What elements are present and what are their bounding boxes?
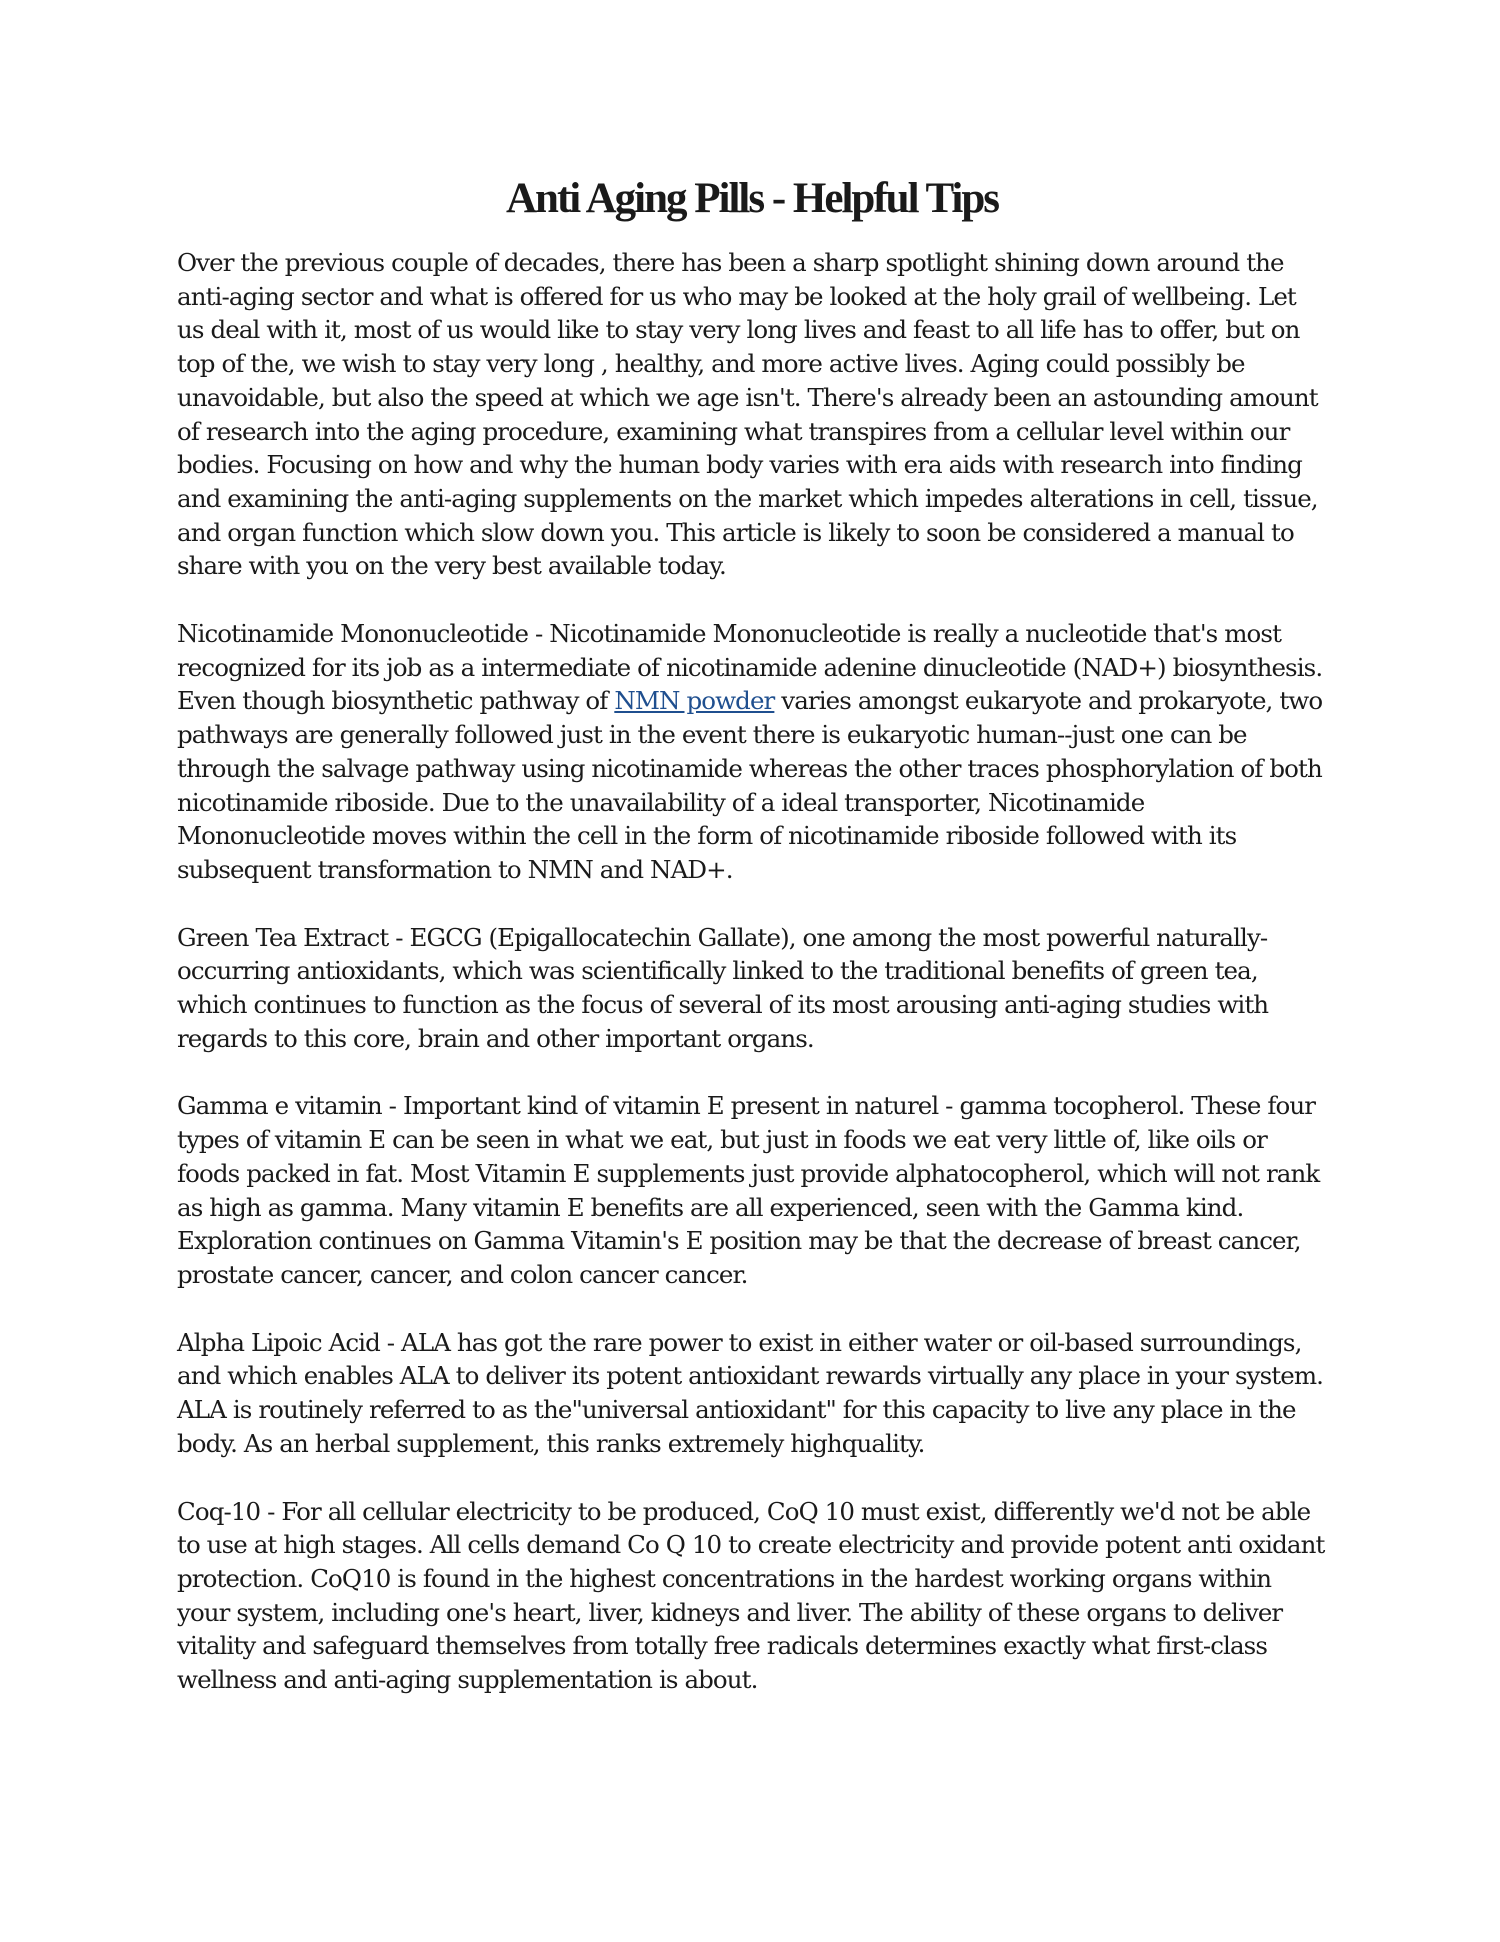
paragraph-alpha-lipoic: Alpha Lipoic Acid - ALA has got the rare power to exist in either water or oil-based surroundings, and which enables ALA to deliver its potent antioxidant rewards virtually any place in your system. ALA is routinely referred to as the"universal antioxidant" for this capacity to live any place in the body. As an herbal supplement, this ranks extremely highquality. (177, 1327, 1324, 1458)
paragraph-nmn-text-before: Nicotinamide Mononucleotide - Nicotinamide Mononucleotide is really a nucleotide that's most recognized for its job as a intermediate of nicotinamide adenine dinucleotide (NAD+) biosynthesis. Even though biosynthetic pathway of (177, 619, 1323, 716)
paragraph-gamma-vitamin: Gamma e vitamin - Important kind of vitamin E present in naturel - gamma tocopherol. These four types of vitamin E can be seen in what we eat, but just in foods we eat very little of, like oils or foods packed in fat. Most Vitamin E supplements just provide alphatocopherol, which will not rank as high as gamma. Many vitamin E benefits are all experienced, seen with the Gamma kind. Exploration continues on Gamma Vitamin's E position may be that the decrease of breast cancer, prostate cancer, cancer, and colon cancer cancer. (177, 1091, 1320, 1289)
paragraph-coq10: Coq-10 - For all cellular electricity to be produced, CoQ 10 must exist, differently we'd not be able to use at high stages. All cells demand Co Q 10 to create electricity and provide potent anti oxidant protection. CoQ10 is found in the highest concentrations in the hardest working organs within your system, including one's heart, liver, kidneys and liver. The ability of these organs to deliver vitality and safeguard themselves from totally free radicals determines exactly what first-class wellness and anti-aging supplementation is about. (177, 1496, 1325, 1695)
page-title: Anti Aging Pills - Helpful Tips (506, 175, 998, 222)
paragraph-nmn (177, 617, 1327, 887)
paragraph-intro: Over the previous couple of decades, there has been a sharp spotlight shining down around the anti-aging sector and what is offered for us who may be looked at the holy grail of wellbeing. Let us deal with it, most of us would like to stay very long lives and feast to all life has to offer, but on top of the, we wish to stay very long , healthy, and more active lives. Aging could possibly be unavoidable, but also the speed at which we age isn't. There's already been an astounding amount of research into the aging procedure, examining what transpires from a cellular level within our bodies. Focusing on how and why the human body varies with era aids with research into finding and examining the anti-aging supplements on the market which impedes alterations in cell, tissue, and organ function which slow down you. This article is likely to soon be considered a manual to share with you on the very best available today. (177, 248, 1318, 581)
document-page (177, 172, 1327, 1731)
paragraph-nmn-text-after: varies amongst eukaryote and prokaryote, two pathways are generally followed just in the event there is eukaryotic human--just one can be through the salvage pathway using nicotinamide whereas the other traces phosphorylation of both nicotinamide riboside. Due to the unavailability of a ideal transporter, Nicotinamide Mononucleotide moves within the cell in the form of nicotinamide riboside followed with its subsequent transformation to NMN and NAD+. (177, 686, 1323, 884)
paragraph-green-tea: Green Tea Extract - EGCG (Epigallocatechin Gallate), one among the most powerful naturally-occurring antioxidants, which was scientifically linked to the traditional benefits of green tea, which continues to function as the focus of several of its most arousing anti-aging studies with regards to this core, brain and other important organs. (177, 922, 1269, 1053)
nmn-powder-link[interactable]: NMN powder (614, 686, 775, 716)
